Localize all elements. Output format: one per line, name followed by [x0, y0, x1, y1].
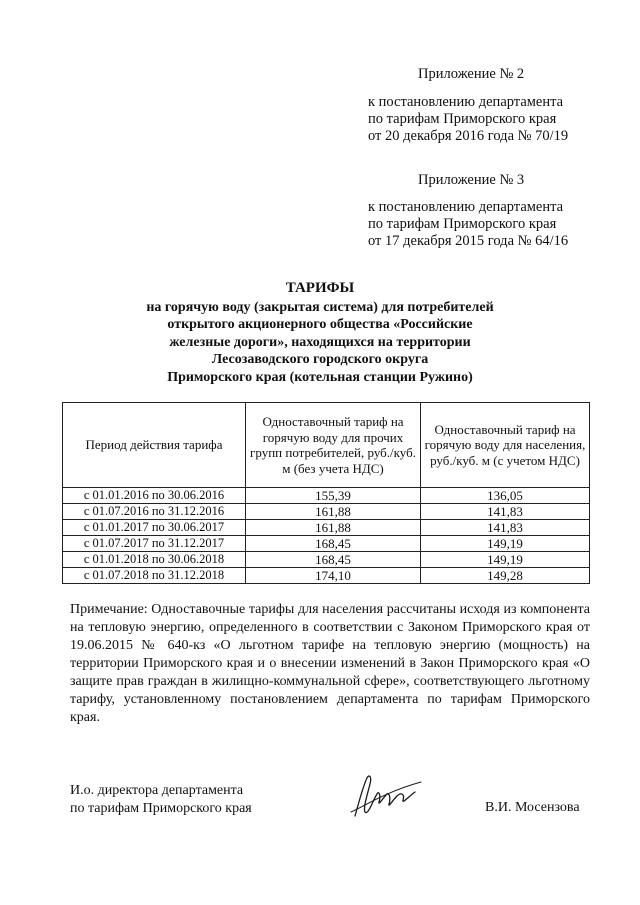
- note-paragraph: Примечание: Одноставочные тарифы для населения рассчитаны исходя из компонента на тепловую энергию, определенного в соответствии с Законом Приморского края от 19.06.2015 № 640-кз «О льготном тарифе на тепловую энергию (мощность) на территории Приморского края и о внесении изменений в Закон Приморского края «О защите прав граждан в жилищно-коммунальной сфере», соответствующего льготному тарифу, установленному постановлением департамента по тарифам Приморского края.: [70, 602, 590, 725]
- cell-tariff-population: 136,05: [421, 488, 590, 504]
- signatory-position: [70, 782, 252, 818]
- appendix-2-title: Приложение № 2: [418, 66, 525, 82]
- cell-period: с 01.01.2018 по 30.06.2018: [63, 552, 246, 568]
- tariff-table: [62, 402, 590, 584]
- heading-title: ТАРИФЫ: [285, 280, 355, 296]
- heading-line: железные дороги», находящихся на территории: [169, 334, 471, 350]
- cell-period: с 01.01.2016 по 30.06.2016: [63, 488, 246, 504]
- heading-line: Лесозаводского городского округа: [211, 352, 429, 367]
- cell-period: с 01.07.2017 по 31.12.2017: [63, 536, 246, 552]
- cell-period: с 01.07.2018 по 31.12.2018: [63, 568, 246, 584]
- signatory-position-line: И.о. директора департамента: [70, 783, 244, 798]
- cell-period: с 01.01.2017 по 30.06.2017: [63, 520, 246, 536]
- signatory-name: В.И. Мосензова: [485, 800, 580, 815]
- table-row: [63, 536, 590, 552]
- appendix-2-reference: [368, 94, 568, 145]
- table-header-row: [63, 403, 590, 488]
- heading-line: Приморского края (котельная станции Ружино): [167, 369, 473, 385]
- appendix-3-line: от 17 декабря 2015 года № 64/16: [368, 233, 569, 249]
- cell-period: с 01.07.2016 по 31.12.2016: [63, 504, 246, 520]
- cell-tariff-other: 161,88: [246, 520, 421, 536]
- appendix-3-reference: [368, 199, 568, 250]
- appendix-3-line: по тарифам Приморского края: [368, 216, 557, 232]
- cell-tariff-other: 174,10: [246, 568, 421, 584]
- table-row: [63, 568, 590, 584]
- cell-tariff-other: 155,39: [246, 488, 421, 504]
- appendix-2-line: по тарифам Приморского края: [368, 111, 557, 127]
- cell-tariff-population: 141,83: [421, 504, 590, 520]
- heading-line: на горячую воду (закрытая система) для потребителей: [146, 299, 494, 315]
- header-period: Период действия тарифа: [63, 403, 246, 488]
- document-heading: [60, 280, 580, 386]
- cell-tariff-population: 149,19: [421, 552, 590, 568]
- header-tariff-population: Одноставочный тариф на горячую воду для населения, руб./куб. м (с учетом НДС): [421, 403, 590, 488]
- table-row: [63, 520, 590, 536]
- table-row: [63, 504, 590, 520]
- appendix-3-line: к постановлению департамента: [368, 199, 564, 215]
- cell-tariff-other: 161,88: [246, 504, 421, 520]
- cell-tariff-other: 168,45: [246, 552, 421, 568]
- handwritten-signature: [345, 772, 425, 824]
- appendix-2-line: от 20 декабря 2016 года № 70/19: [368, 128, 569, 144]
- signatory-position-line: по тарифам Приморского края: [70, 801, 252, 816]
- table-row: [63, 488, 590, 504]
- appendix-2-line: к постановлению департамента: [368, 94, 564, 110]
- header-tariff-other: Одноставочный тариф на горячую воду для прочих групп потребителей, руб./куб. м (без учета НДС): [246, 403, 421, 488]
- table-row: [63, 552, 590, 568]
- cell-tariff-population: 141,83: [421, 520, 590, 536]
- heading-line: открытого акционерного общества «Российские: [167, 317, 473, 332]
- cell-tariff-population: 149,28: [421, 568, 590, 584]
- cell-tariff-population: 149,19: [421, 536, 590, 552]
- appendix-3-title: Приложение № 3: [418, 172, 525, 188]
- cell-tariff-other: 168,45: [246, 536, 421, 552]
